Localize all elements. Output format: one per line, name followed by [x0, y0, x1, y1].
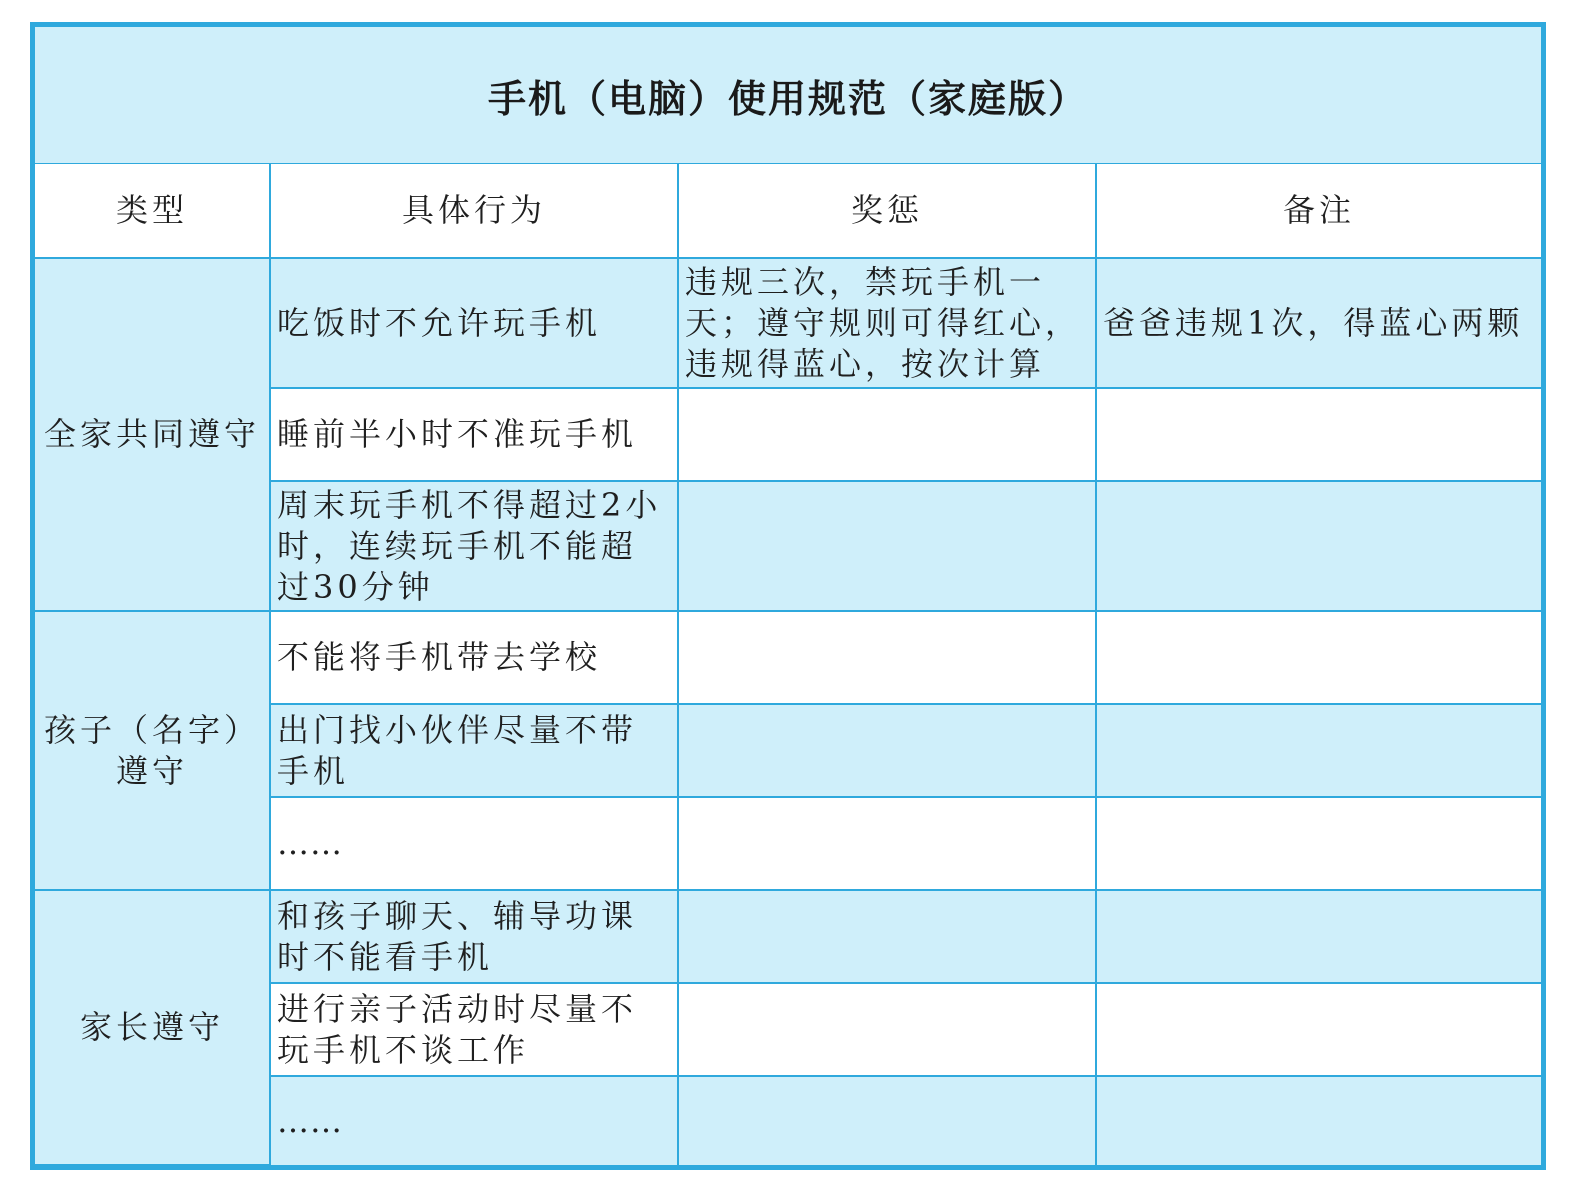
- behavior-cell: 和孩子聊天、辅导功课时不能看手机: [270, 890, 678, 983]
- behavior-cell: 出门找小伙伴尽量不带手机: [270, 704, 678, 797]
- behavior-cell: 睡前半小时不准玩手机: [270, 388, 678, 481]
- table-row: [35, 258, 1541, 388]
- category-cell: 家长遵守: [35, 890, 270, 1165]
- category-cell: 全家共同遵守: [35, 258, 270, 611]
- note-cell: [1096, 388, 1541, 481]
- note-cell: 爸爸违规1次，得蓝心两颗: [1096, 258, 1541, 388]
- rules-table: [35, 164, 1541, 1166]
- rules-card: [30, 22, 1546, 1170]
- behavior-cell: 吃饭时不允许玩手机: [270, 258, 678, 388]
- note-cell: [1096, 890, 1541, 983]
- header-note: 备注: [1096, 164, 1541, 258]
- table-row: [35, 890, 1541, 983]
- note-cell: [1096, 797, 1541, 890]
- reward-cell: [678, 388, 1096, 481]
- behavior-cell: 周末玩手机不得超过2小时，连续玩手机不能超过30分钟: [270, 481, 678, 611]
- header-behavior: 具体行为: [270, 164, 678, 258]
- reward-cell: [678, 1076, 1096, 1165]
- note-cell: [1096, 983, 1541, 1076]
- reward-cell: [678, 704, 1096, 797]
- note-cell: [1096, 704, 1541, 797]
- note-cell: [1096, 481, 1541, 611]
- note-cell: [1096, 1076, 1541, 1165]
- table-row: [35, 611, 1541, 704]
- behavior-cell: ……: [270, 797, 678, 890]
- behavior-cell: 不能将手机带去学校: [270, 611, 678, 704]
- header-type: 类型: [35, 164, 270, 258]
- header-row: [35, 164, 1541, 258]
- category-cell: 孩子（名字）遵守: [35, 611, 270, 890]
- reward-cell: [678, 481, 1096, 611]
- behavior-cell: 进行亲子活动时尽量不玩手机不谈工作: [270, 983, 678, 1076]
- reward-cell: [678, 611, 1096, 704]
- header-reward: 奖惩: [678, 164, 1096, 258]
- reward-cell: [678, 983, 1096, 1076]
- behavior-cell: ……: [270, 1076, 678, 1165]
- note-cell: [1096, 611, 1541, 704]
- reward-cell: [678, 890, 1096, 983]
- title-band: [35, 27, 1541, 165]
- reward-cell: 违规三次，禁玩手机一天；遵守规则可得红心，违规得蓝心，按次计算: [678, 258, 1096, 388]
- reward-cell: [678, 797, 1096, 890]
- page-title: 手机（电脑）使用规范（家庭版）: [487, 76, 1088, 121]
